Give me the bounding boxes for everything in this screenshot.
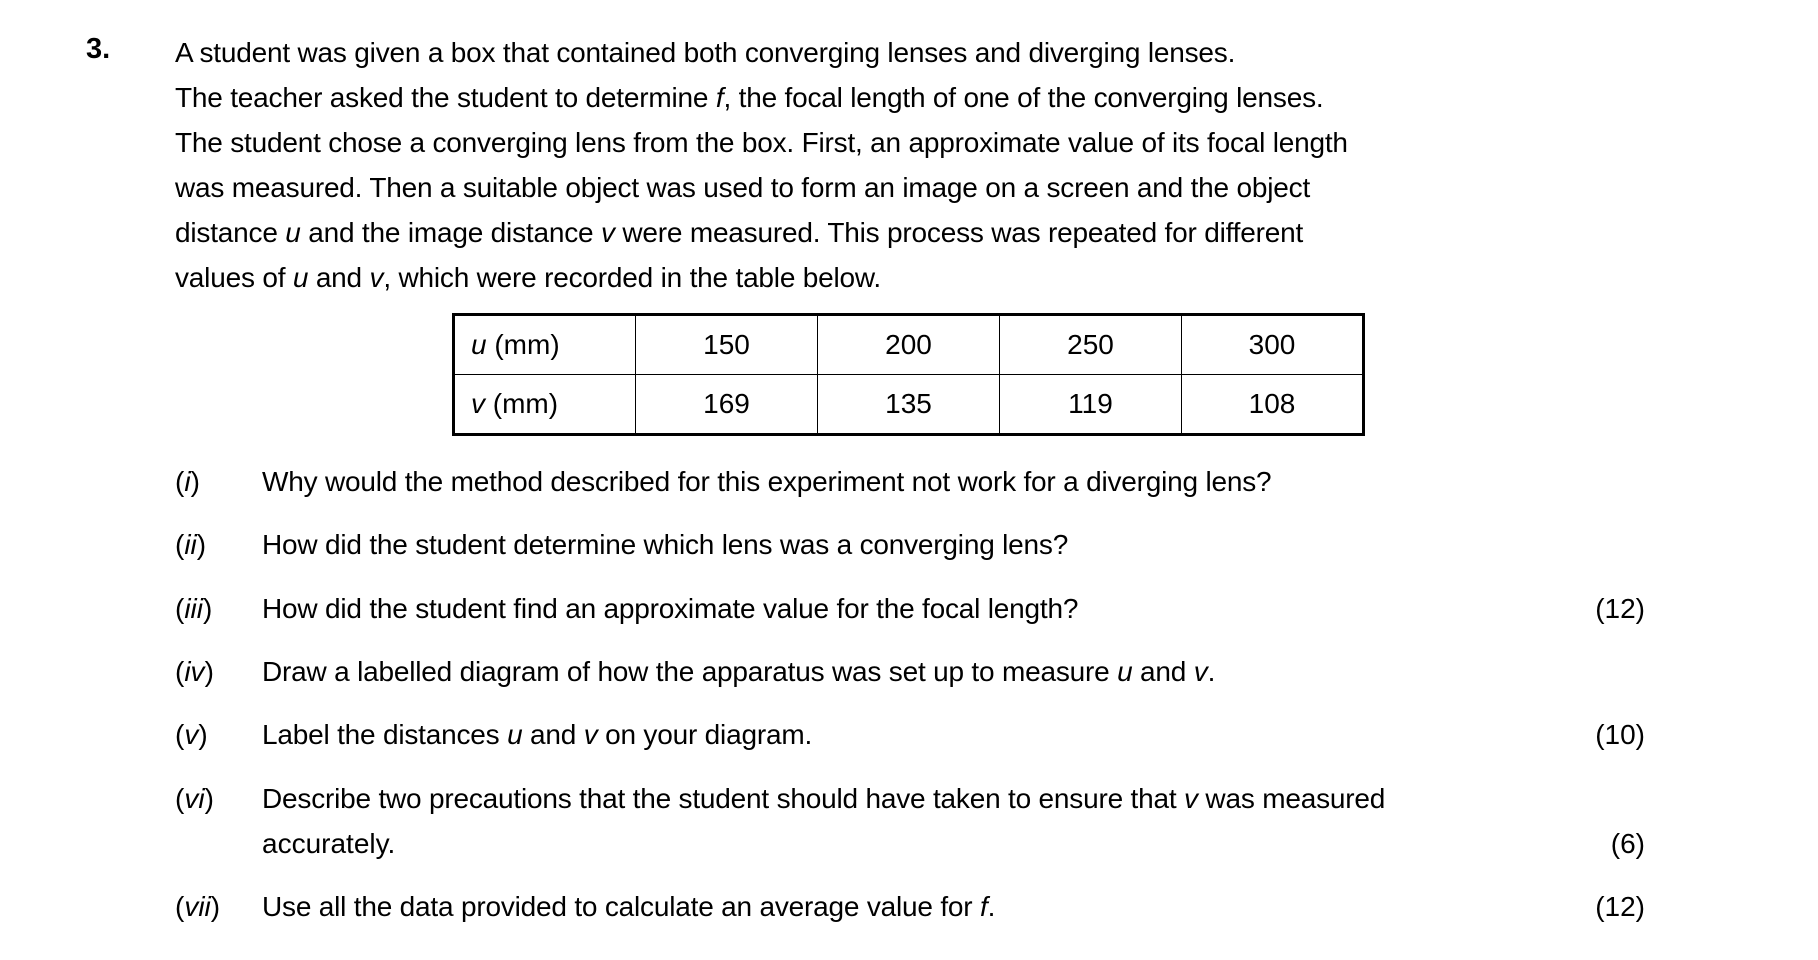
part-text-continued: accurately. xyxy=(262,828,396,859)
table-cell: 300 xyxy=(1182,315,1364,375)
intro-text: The teacher asked the student to determine xyxy=(175,82,716,113)
variable-u: u xyxy=(471,329,487,360)
variable-v: v xyxy=(471,388,485,419)
table-cell: 169 xyxy=(636,375,818,435)
variable-v: v xyxy=(600,217,615,248)
marks: (12) xyxy=(1595,891,1645,922)
marks: (12) xyxy=(1595,593,1645,624)
intro-text: and the image distance xyxy=(300,217,601,248)
table-cell: 108 xyxy=(1182,375,1364,435)
part-text: Draw a labelled diagram of how the apparatus was set up to measure u and v. xyxy=(262,656,1216,687)
table-cell: 200 xyxy=(818,315,1000,375)
part-label: (iv) xyxy=(175,656,214,687)
intro-text: distance xyxy=(175,217,286,248)
part-label: (iii) xyxy=(175,593,213,624)
intro-line xyxy=(175,30,1655,75)
marks: (10) xyxy=(1595,719,1645,750)
intro-text: The student chose a converging lens from the box. First, an approximate value of its focal length xyxy=(175,127,1348,158)
variable-f: f xyxy=(715,82,724,113)
table-row xyxy=(454,315,1364,375)
intro-line xyxy=(175,120,1655,165)
intro-line xyxy=(175,165,1655,210)
intro-text: values of xyxy=(175,262,293,293)
part-label: (vii) xyxy=(175,891,221,922)
table-row xyxy=(454,375,1364,435)
intro-line xyxy=(175,255,1655,300)
unit-label: (mm) xyxy=(486,329,560,360)
row-header xyxy=(454,375,636,435)
part-label: (i) xyxy=(175,466,200,497)
marks: (6) xyxy=(1610,828,1645,859)
part-label: (v) xyxy=(175,719,208,750)
intro-text: , which were recorded in the table below. xyxy=(383,262,881,293)
part-text: How did the student determine which lens was a converging lens? xyxy=(262,529,1069,560)
intro-text: , the focal length of one of the converging lenses. xyxy=(723,82,1324,113)
part-label: (ii) xyxy=(175,529,207,560)
part-text: How did the student find an approximate value for the focal length? xyxy=(262,593,1079,624)
intro-line xyxy=(175,210,1655,255)
intro-line xyxy=(175,75,1655,120)
part-text: Use all the data provided to calculate an average value for f. xyxy=(262,891,996,922)
intro-text: were measured. This process was repeated for different xyxy=(614,217,1304,248)
unit-label: (mm) xyxy=(485,388,559,419)
table-cell: 135 xyxy=(818,375,1000,435)
table-cell: 150 xyxy=(636,315,818,375)
part-text: Describe two precautions that the student should have taken to ensure that v was measured xyxy=(262,783,1386,814)
intro-text: A student was given a box that contained both converging lenses and diverging lenses. xyxy=(175,37,1236,68)
table-cell: 119 xyxy=(1000,375,1182,435)
question-number: 3. xyxy=(86,33,111,65)
row-header xyxy=(454,315,636,375)
intro-text: and xyxy=(308,262,370,293)
intro-text: was measured. Then a suitable object was used to form an image on a screen and the object xyxy=(175,172,1311,203)
data-table xyxy=(452,313,1365,436)
question-intro xyxy=(175,30,1655,300)
variable-u: u xyxy=(285,217,301,248)
part-label: (vi) xyxy=(175,783,214,814)
table-cell: 250 xyxy=(1000,315,1182,375)
variable-v: v xyxy=(369,262,384,293)
part-text: Label the distances u and v on your diagram. xyxy=(262,719,813,750)
part-text: Why would the method described for this experiment not work for a diverging lens? xyxy=(262,466,1272,497)
variable-u: u xyxy=(292,262,309,293)
